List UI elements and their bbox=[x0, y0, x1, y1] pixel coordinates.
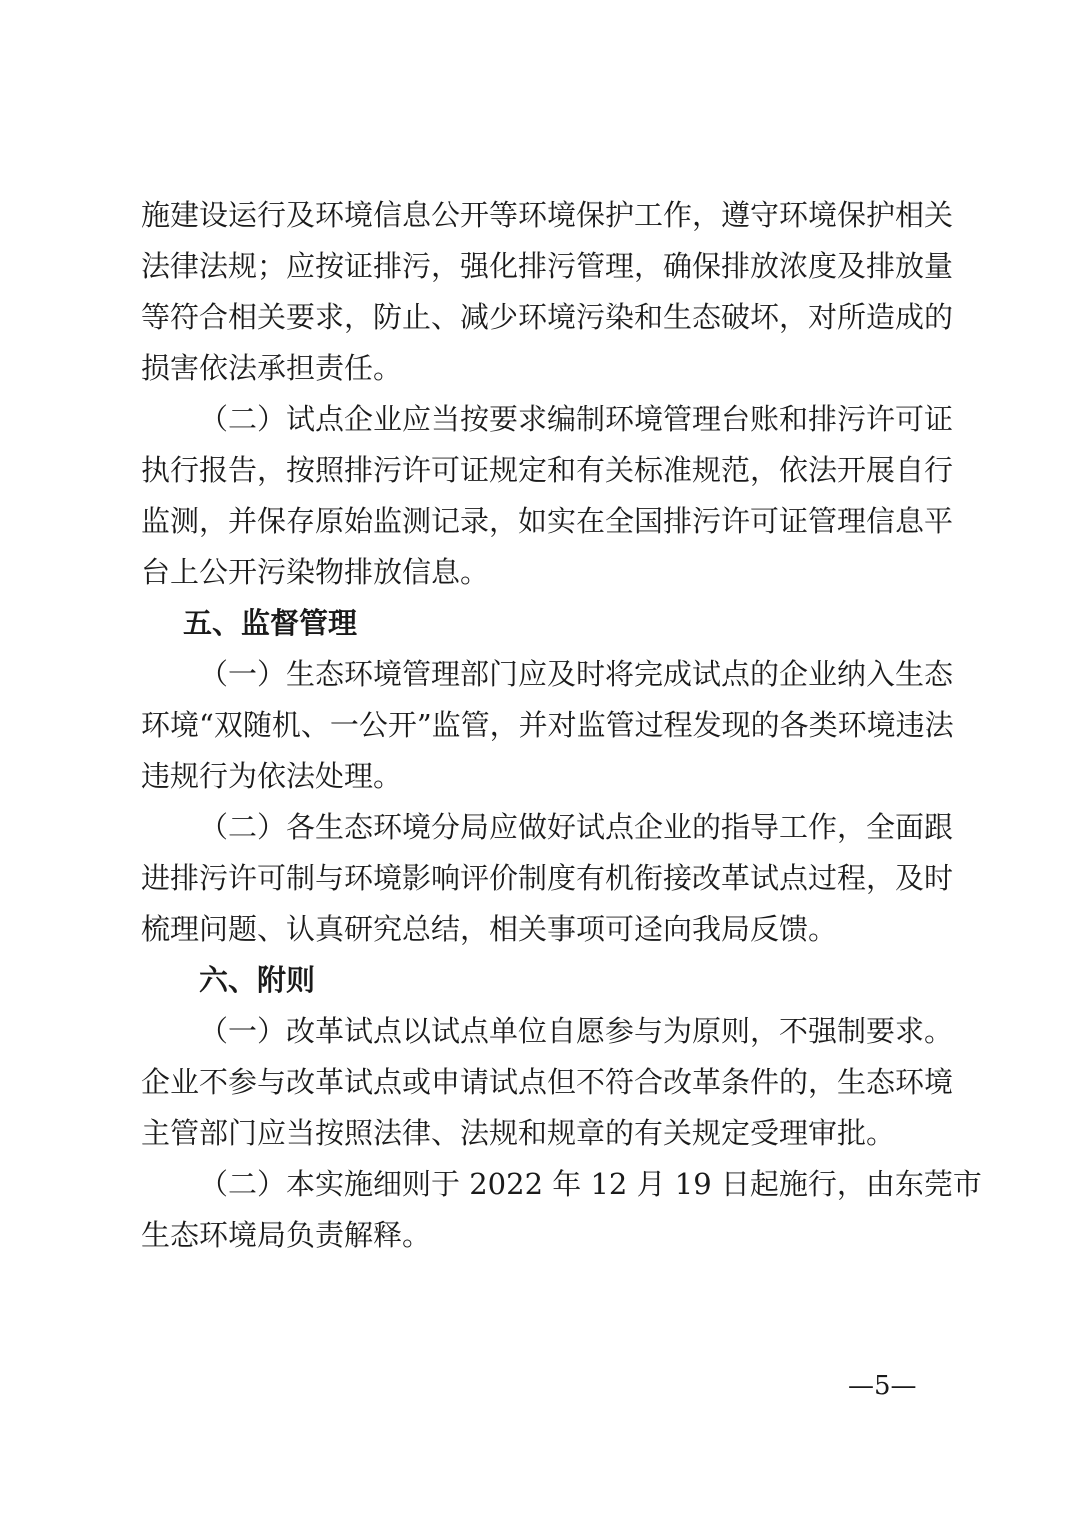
text-line: （二）各生态环境分局应做好试点企业的指导工作，全面跟 bbox=[199, 810, 954, 844]
text-line: 环境“双随机、一公开”监管，并对监管过程发现的各类环境违法 bbox=[141, 708, 954, 742]
text-line: 违规行为依法处理。 bbox=[141, 759, 403, 793]
text-line: 主管部门应当按照法律、法规和规章的有关规定受理审批。 bbox=[141, 1116, 896, 1150]
text-line: 施建设运行及环境信息公开等环境保护工作，遵守环境保护相关 bbox=[141, 198, 954, 232]
text-line: （二）本实施细则于 2022 年 12 月 19 日起施行，由东莞市 bbox=[199, 1167, 982, 1201]
text-line: 梳理问题、认真研究总结，相关事项可迳向我局反馈。 bbox=[141, 912, 838, 946]
text-line: 损害依法承担责任。 bbox=[141, 351, 403, 385]
text-line: （一）改革试点以试点单位自愿参与为原则，不强制要求。 bbox=[199, 1014, 954, 1048]
text-line: （一）生态环境管理部门应及时将完成试点的企业纳入生态 bbox=[199, 657, 954, 691]
text-line: 企业不参与改革试点或申请试点但不符合改革条件的，生态环境 bbox=[141, 1065, 954, 1099]
text-line: 生态环境局负责解释。 bbox=[141, 1218, 432, 1252]
text-line: 等符合相关要求，防止、减少环境污染和生态破坏，对所造成的 bbox=[141, 300, 954, 334]
text-line: 台上公开污染物排放信息。 bbox=[141, 555, 490, 589]
text-line: 监测，并保存原始监测记录，如实在全国排污许可证管理信息平 bbox=[141, 504, 954, 538]
text-line: 进排污许可制与环境影响评价制度有机衔接改革试点过程，及时 bbox=[141, 861, 954, 895]
text-line: （二）试点企业应当按要求编制环境管理台账和排污许可证 bbox=[199, 402, 954, 436]
page-number: —5— bbox=[848, 1371, 917, 1401]
text-line: 法律法规；应按证排污，强化排污管理，确保排放浓度及排放量 bbox=[141, 249, 954, 283]
text-line: 执行报告，按照排污许可证规定和有关标准规范，依法开展自行 bbox=[141, 453, 954, 487]
section6-heading: 六、附则 bbox=[199, 963, 316, 997]
section5-heading: 五、监督管理 bbox=[183, 606, 358, 640]
